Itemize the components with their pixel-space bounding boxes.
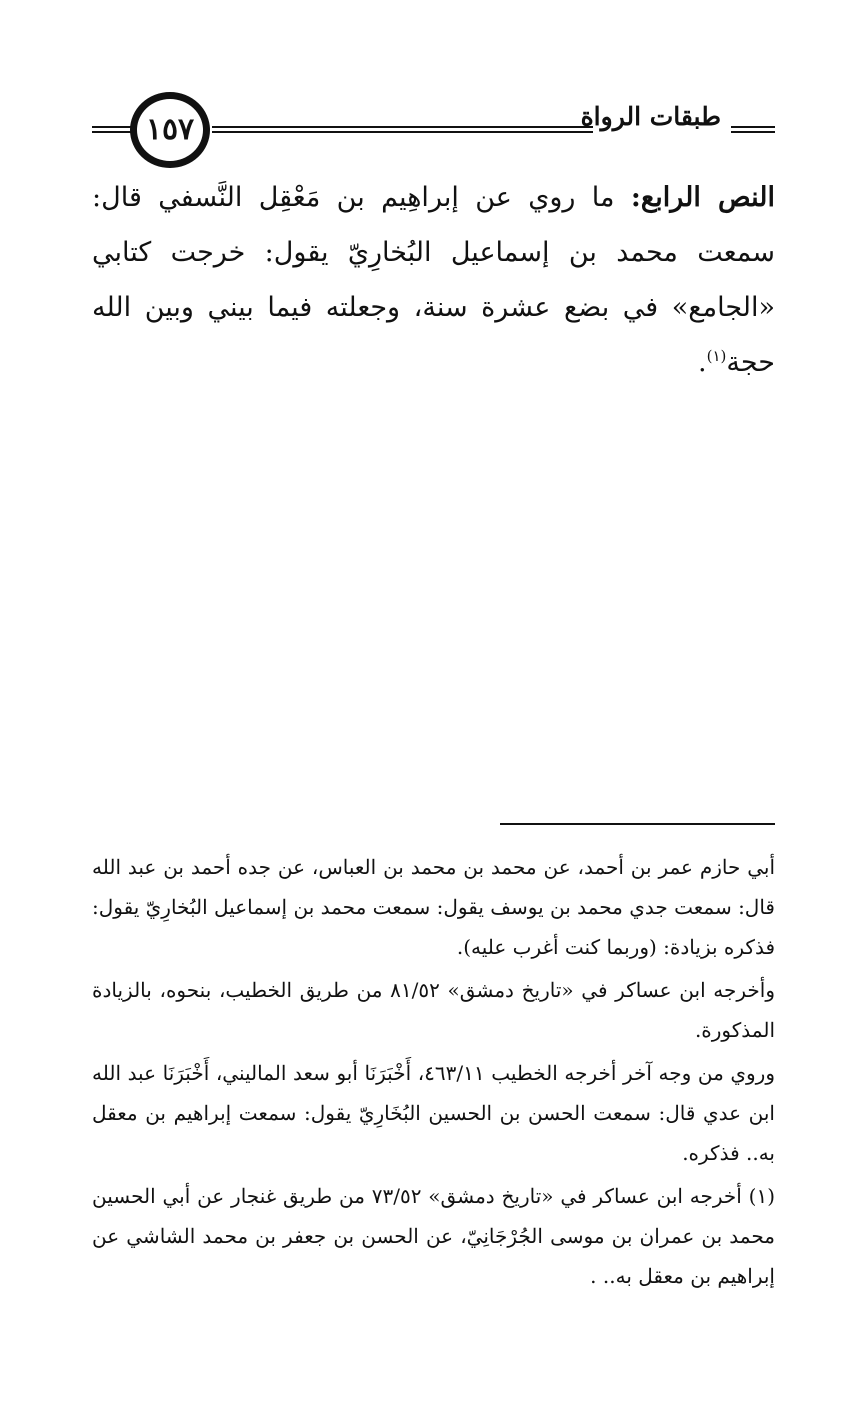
footnote-paragraph: (١) أخرجه ابن عساكر في «تاريخ دمشق» ٧٣/٥٢ من طريق غنجار عن أبي الحسين محمد بن عمران بن موسى الجُرْجَانِيّ، عن الحسن بن جعفر بن محمد الشاشي عن إبراهيم بن معقل به.. . bbox=[92, 1184, 775, 1288]
main-end-punct: . bbox=[698, 347, 707, 378]
header-rule-middle bbox=[212, 126, 593, 133]
header-rule-right bbox=[731, 126, 775, 133]
main-body-text: ما روي عن إبراهِيم بن مَعْقِل النَّسفي قال: سمعت محمد بن إسماعيل البُخارِيّ يقول: خرجت كتابي «الجامع» في بضع عشرة سنة، وجعلته فيما بيني وبين الله حجة bbox=[92, 182, 775, 378]
header-rule-left bbox=[92, 126, 132, 133]
main-text bbox=[92, 170, 775, 390]
footnote-paragraph: أبي حازم عمر بن أحمد، عن محمد بن محمد بن العباس، عن جده أحمد بن عبد الله قال: سمعت جدي محمد بن يوسف يقول: سمعت محمد بن إسماعيل البُخارِيّ يقول: فذكره بزيادة: (وربما كنت أغرب عليه). bbox=[92, 855, 775, 959]
footnotes bbox=[92, 847, 775, 1299]
page-number: ١٥٧ bbox=[145, 112, 195, 147]
footnote-paragraph: وأخرجه ابن عساكر في «تاريخ دمشق» ٨١/٥٢ من طريق الخطيب، بنحوه، بالزيادة المذكورة. bbox=[92, 978, 775, 1042]
running-title: طبقات الرواة bbox=[580, 102, 721, 131]
footnote-reference: (١) bbox=[706, 347, 727, 365]
page-header bbox=[92, 92, 775, 168]
page-number-circle bbox=[130, 92, 210, 168]
footnote-separator bbox=[500, 823, 775, 825]
section-lead: النص الرابع: bbox=[630, 182, 775, 213]
footnote-paragraph: وروي من وجه آخر أخرجه الخطيب ٤٦٣/١١، أَخْبَرَنَا أبو سعد الماليني، أَخْبَرَنَا عبد الله ابن عدي قال: سمعت الحسن بن الحسين البُخَارِيّ يقول: سمعت إبراهيم بن معقل به.. فذكره. bbox=[92, 1061, 775, 1165]
